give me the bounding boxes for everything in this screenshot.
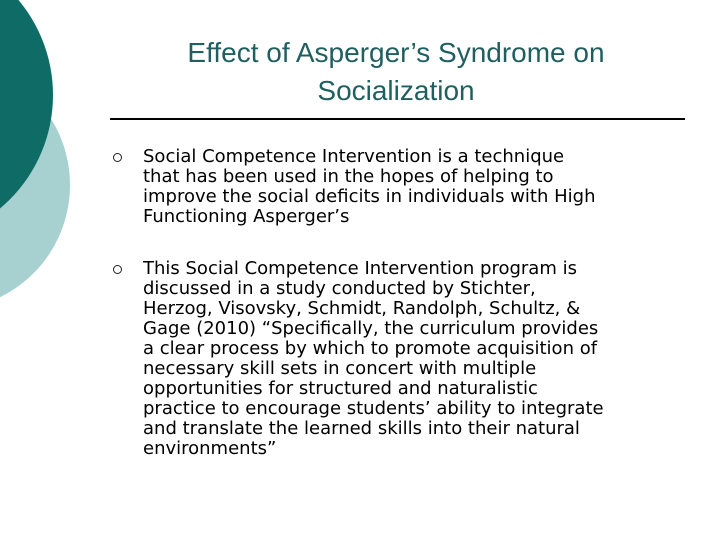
bullet-line: Social Competence Intervention is a technique bbox=[143, 146, 565, 167]
bullet-line: improve the social deficits in individuals with High bbox=[143, 186, 596, 207]
bullet-item-2 bbox=[113, 259, 683, 459]
title-line-2: Socialization bbox=[317, 75, 475, 106]
bullet-line: practice to encourage students’ ability to integrate bbox=[143, 398, 604, 419]
bullet-line: Herzog, Visovsky, Schmidt, Randolph, Schultz, & bbox=[143, 298, 581, 319]
bullet-list bbox=[113, 147, 683, 491]
circle-bullet-icon bbox=[113, 153, 122, 162]
bullet-line: discussed in a study conducted by Stichter, bbox=[143, 278, 536, 299]
bullet-line: Gage (2010) “Specifically, the curriculum provides bbox=[143, 318, 599, 339]
bullet-line: Functioning Asperger’s bbox=[143, 206, 350, 227]
title-line-1: Effect of Asperger’s Syndrome on bbox=[187, 37, 605, 68]
bullet-line: necessary skill sets in concert with multiple bbox=[143, 358, 537, 379]
bullet-line: This Social Competence Intervention program is bbox=[143, 258, 577, 279]
bullet-line: opportunities for structured and naturalistic bbox=[143, 378, 538, 399]
decorative-circles bbox=[0, 0, 80, 300]
circle-bullet-icon bbox=[113, 265, 122, 274]
title-divider bbox=[110, 118, 685, 120]
bullet-line: a clear process by which to promote acquisition of bbox=[143, 338, 598, 359]
bullet-line: and translate the learned skills into their natural bbox=[143, 418, 580, 439]
bullet-line: that has been used in the hopes of helping to bbox=[143, 166, 554, 187]
slide-title bbox=[110, 34, 682, 110]
bullet-line: environments” bbox=[143, 438, 277, 459]
bullet-item-1 bbox=[113, 147, 683, 227]
